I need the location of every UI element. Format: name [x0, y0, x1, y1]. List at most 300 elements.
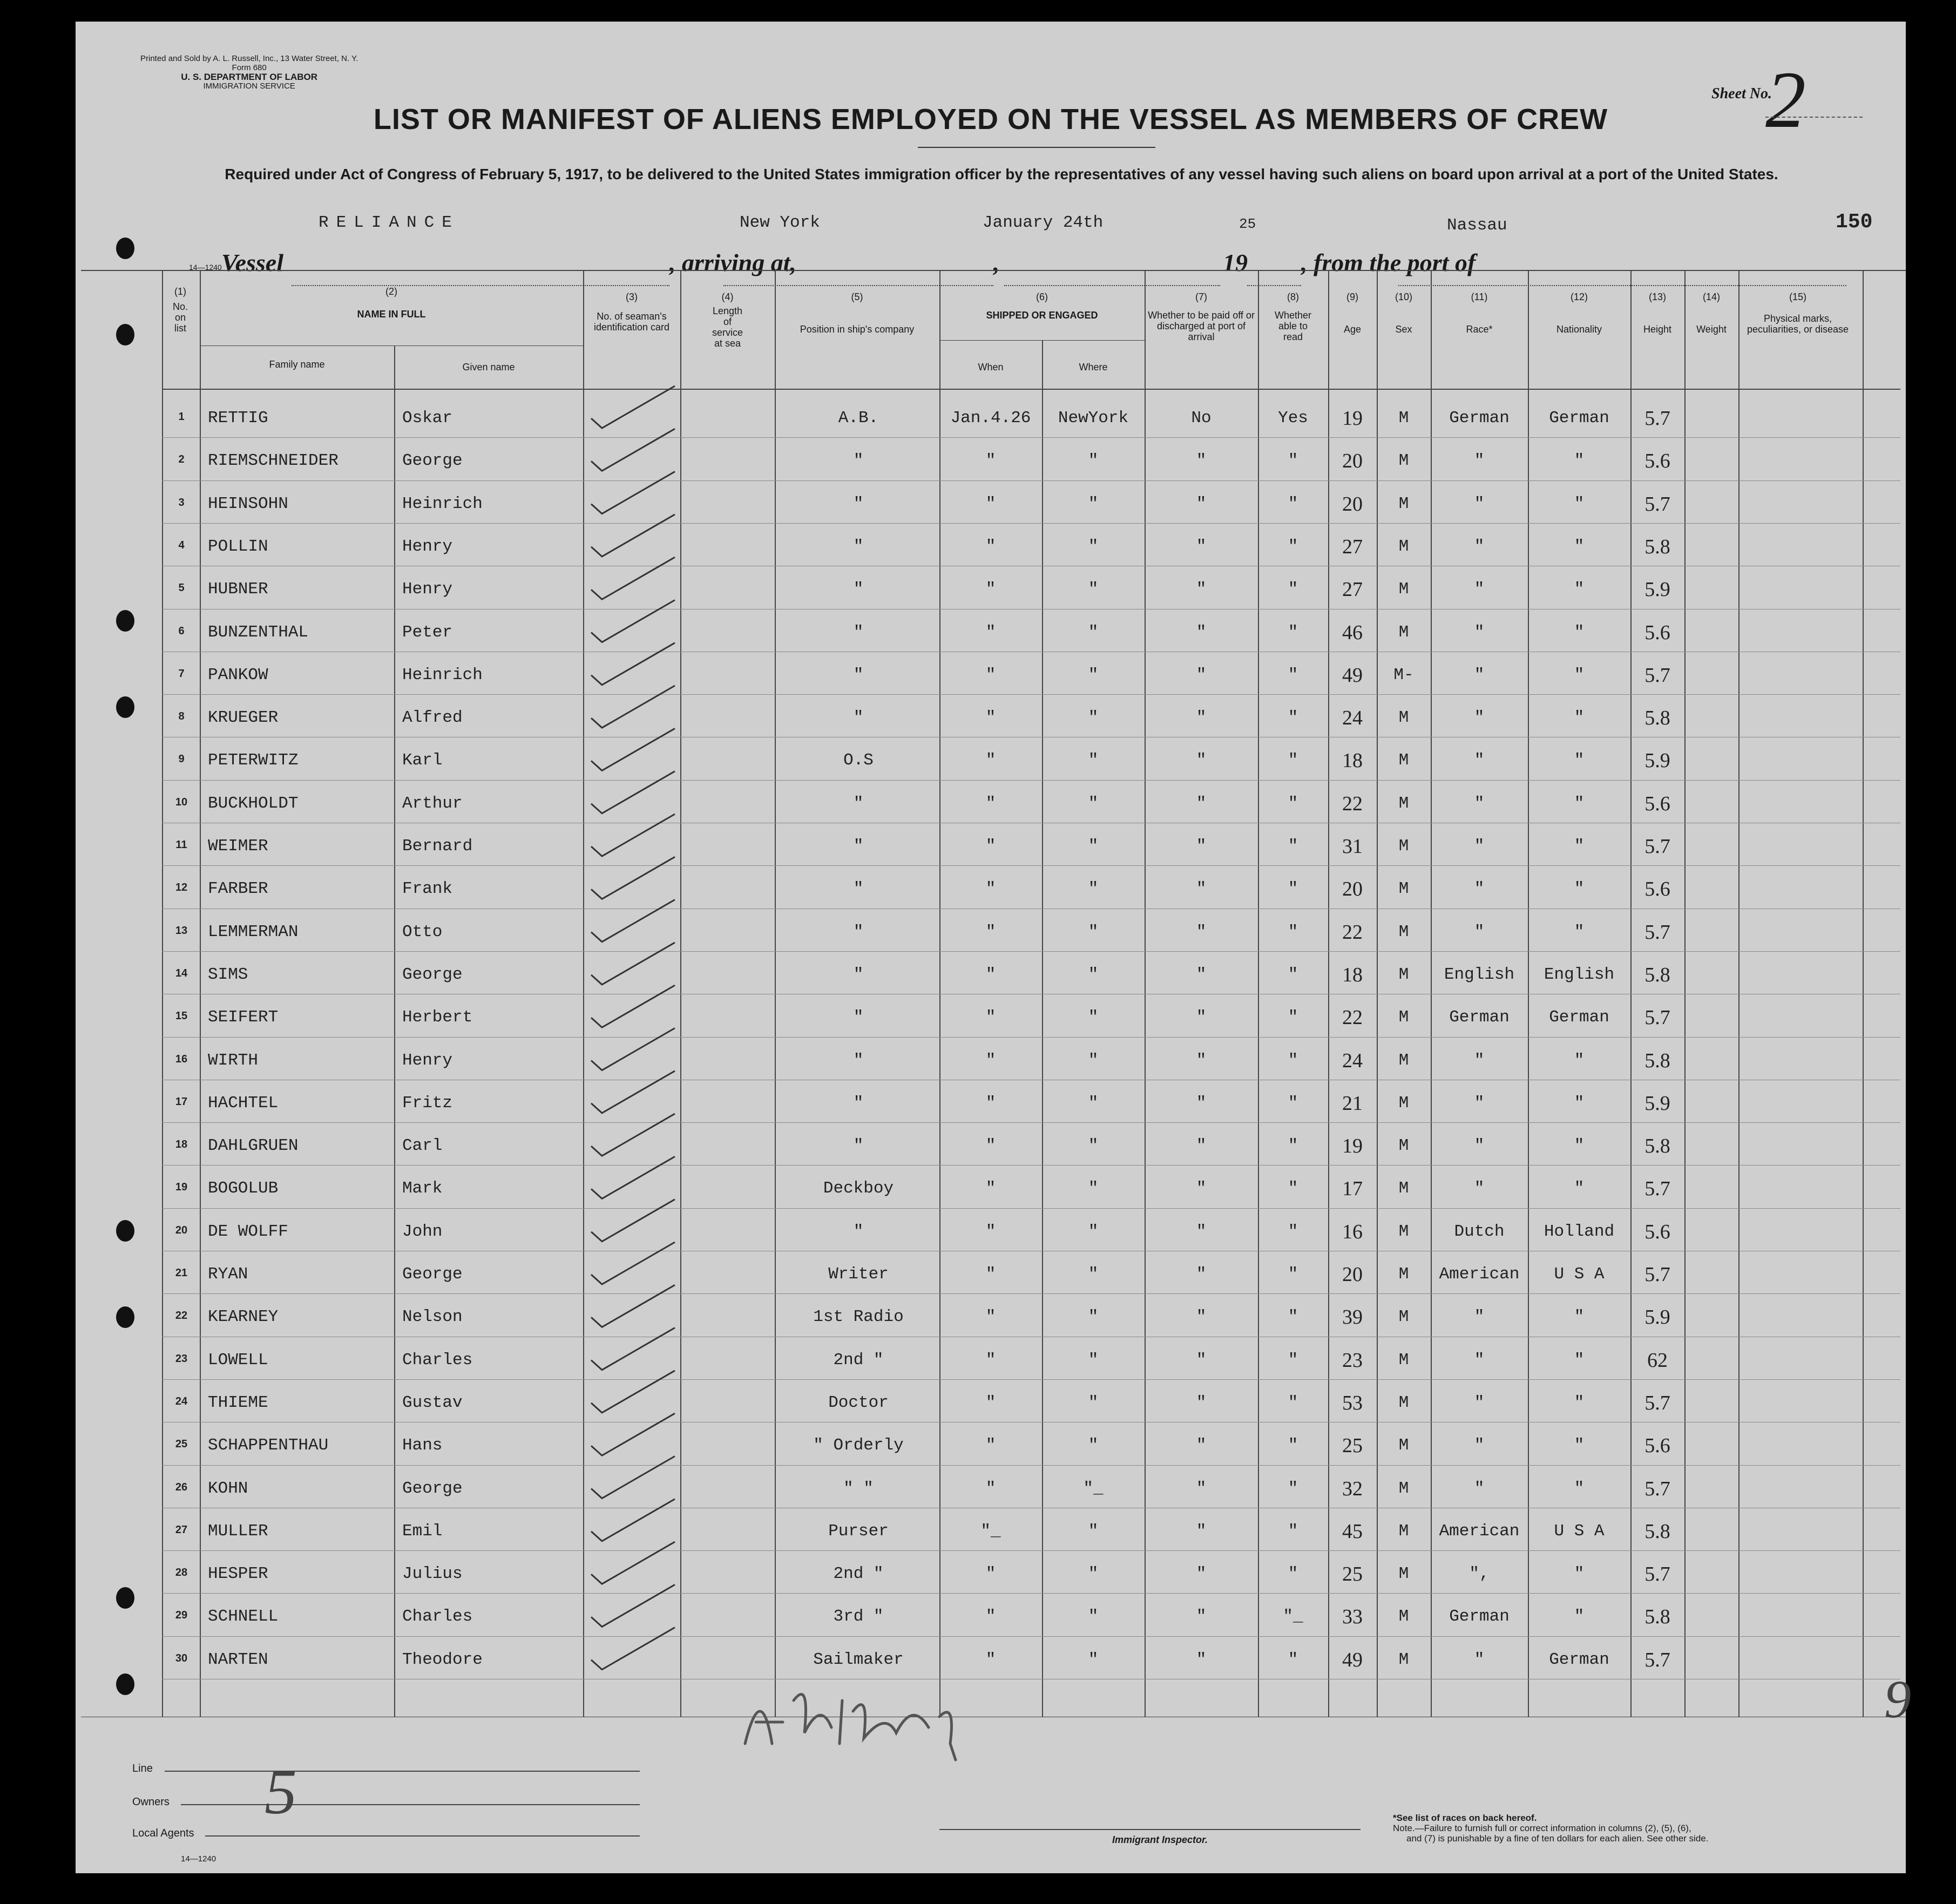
cell-height: 5.7 [1644, 1006, 1670, 1029]
cell-paid-off: " [1196, 1650, 1207, 1669]
cell-nationality: German [1549, 1008, 1609, 1027]
cell-race: " [1474, 451, 1485, 471]
cell-shipped-when: " [985, 580, 996, 599]
col12-label: Nationality [1556, 324, 1602, 335]
cell-shipped-when: " [985, 537, 996, 556]
cell-family-name: BOGOLUB [208, 1179, 279, 1198]
col4-label: Length of service at sea [712, 306, 743, 349]
check-mark [591, 1028, 675, 1070]
cell-nationality: " [1574, 665, 1585, 685]
cell-shipped-when: " [985, 451, 996, 471]
inspector-rule [939, 1829, 1361, 1830]
cell-row-number: 28 [175, 1567, 188, 1579]
col1-label: No. on list [172, 301, 188, 334]
cell-row-number: 6 [178, 625, 185, 637]
cell-position: " [853, 1222, 864, 1241]
cell-nationality: " [1574, 1564, 1585, 1584]
inspector-label: Immigrant Inspector. [1112, 1834, 1208, 1845]
cell-row-number: 18 [175, 1139, 188, 1151]
cell-shipped-when: " [985, 1607, 996, 1627]
cell-given-name: Mark [402, 1179, 443, 1198]
cell-sex: M [1398, 1521, 1409, 1541]
cell-age: 53 [1342, 1391, 1363, 1414]
cell-family-name: PANKOW [208, 665, 268, 685]
cell-shipped-when: " [985, 665, 996, 685]
cell-shipped-where: " [1088, 1350, 1099, 1370]
cell-shipped-when: " [985, 879, 996, 899]
cell-shipped-when: " [985, 965, 996, 984]
owners-rule [181, 1804, 640, 1805]
check-mark [591, 985, 675, 1027]
owners-label: Owners [132, 1796, 170, 1808]
arriving-port: New York [740, 213, 820, 232]
cell-given-name: Emil [402, 1521, 443, 1541]
cell-nationality: " [1574, 708, 1585, 728]
cell-shipped-when: " [985, 1393, 996, 1412]
cell-height: 5.7 [1644, 835, 1670, 858]
cell-race: " [1474, 794, 1485, 813]
col5-label: Position in ship's company [800, 324, 915, 335]
sheet-number: 2 [1765, 55, 1806, 145]
check-mark [591, 1242, 675, 1284]
cell-race: " [1474, 1479, 1485, 1498]
cell-able-to-read: " [1288, 1650, 1298, 1669]
cell-nationality: " [1574, 751, 1585, 770]
cell-age: 31 [1342, 835, 1363, 858]
cell-shipped-where: " [1088, 1307, 1099, 1327]
cell-family-name: SCHAPPENTHAU [208, 1436, 329, 1455]
col6-num: (6) [1036, 292, 1048, 302]
cell-race: " [1474, 751, 1485, 770]
manifest-subtitle: Required under Act of Congress of February 5, 1917, to be delivered to the United States immigration officer by the representatives of any vessel having such aliens on board upon arrival at a port of the United States. [225, 166, 1778, 182]
cell-paid-off: " [1196, 1436, 1207, 1455]
cell-race: German [1449, 1607, 1510, 1627]
check-mark [591, 429, 675, 471]
agents-label: Local Agents [132, 1827, 194, 1839]
from-label: , from the port of [1301, 249, 1476, 276]
cell-able-to-read: " [1288, 537, 1298, 556]
col13-num: (13) [1648, 292, 1666, 302]
cell-given-name: Charles [402, 1607, 473, 1627]
cell-shipped-when: " [985, 494, 996, 513]
cell-nationality: " [1574, 1479, 1585, 1498]
cell-age: 46 [1342, 621, 1363, 644]
cell-race: " [1474, 837, 1485, 856]
cell-age: 27 [1342, 578, 1363, 601]
cell-shipped-where: " [1088, 1136, 1099, 1156]
cell-shipped-when: " [985, 751, 996, 770]
cell-given-name: Carl [402, 1136, 443, 1156]
cell-sex: M [1398, 1136, 1409, 1156]
cell-nationality: " [1574, 537, 1585, 556]
cell-paid-off: " [1196, 1222, 1207, 1241]
cell-shipped-where: " [1088, 1650, 1099, 1669]
cell-height: 5.6 [1644, 792, 1670, 815]
check-mark [591, 1156, 675, 1198]
cell-sex: M [1398, 794, 1409, 813]
cell-able-to-read: " [1288, 494, 1298, 513]
cell-position: " [853, 494, 864, 513]
cell-race: " [1474, 622, 1485, 642]
cell-sex: M [1398, 622, 1409, 642]
cell-height: 5.7 [1644, 407, 1670, 430]
cell-family-name: RIEMSCHNEIDER [208, 451, 339, 471]
cell-able-to-read: " [1288, 879, 1298, 899]
cell-family-name: LEMMERMAN [208, 922, 299, 941]
cell-nationality: " [1574, 794, 1585, 813]
cell-position: 1st Radio [813, 1307, 904, 1327]
cell-paid-off: " [1196, 1564, 1207, 1584]
check-mark [591, 514, 675, 557]
cell-race: American [1439, 1521, 1520, 1541]
check-mark [591, 1114, 675, 1156]
cell-able-to-read: "_ [1283, 1607, 1303, 1627]
cell-row-number: 26 [175, 1481, 188, 1493]
cell-height: 5.7 [1644, 492, 1670, 516]
cell-shipped-when: " [985, 622, 996, 642]
cell-given-name: Henry [402, 580, 453, 599]
cell-shipped-when: " [985, 922, 996, 941]
manifest-page [76, 22, 1911, 1873]
cell-sex: M [1398, 965, 1409, 984]
cell-age: 18 [1342, 963, 1363, 986]
cell-paid-off: " [1196, 708, 1207, 728]
year-suffix: 25 [1239, 216, 1256, 232]
cell-age: 49 [1342, 1648, 1363, 1671]
cell-given-name: Nelson [402, 1307, 463, 1327]
cell-race: " [1474, 580, 1485, 599]
cell-row-number: 15 [175, 1010, 188, 1022]
cell-row-number: 4 [178, 539, 185, 551]
cell-row-number: 8 [178, 710, 185, 723]
cell-height: 5.7 [1644, 663, 1670, 687]
line-label: Line [132, 1763, 153, 1774]
cell-age: 20 [1342, 878, 1363, 901]
col14-label: Weight [1696, 324, 1727, 335]
cell-position: " [853, 537, 864, 556]
cell-given-name: Herbert [402, 1008, 473, 1027]
cell-paid-off: " [1196, 1136, 1207, 1156]
cell-given-name: Theodore [402, 1650, 483, 1669]
cell-nationality: " [1574, 494, 1585, 513]
cell-shipped-where: " [1088, 751, 1099, 770]
cell-able-to-read: " [1288, 1350, 1298, 1370]
cell-able-to-read: " [1288, 1479, 1298, 1498]
cell-age: 24 [1342, 1049, 1363, 1072]
col6-when-header: When [978, 362, 1004, 372]
cell-able-to-read: " [1288, 1265, 1298, 1284]
cell-nationality: " [1574, 837, 1585, 856]
cell-height: 5.6 [1644, 450, 1670, 473]
cell-sex: M [1398, 1393, 1409, 1412]
cell-family-name: DE WOLFF [208, 1222, 288, 1241]
cell-race: " [1474, 1350, 1485, 1370]
cell-shipped-where: " [1088, 1008, 1099, 1027]
check-mark [591, 386, 675, 428]
cell-nationality: German [1549, 409, 1609, 428]
cell-family-name: HESPER [208, 1564, 268, 1584]
cell-position: " [853, 1051, 864, 1070]
cell-given-name: George [402, 965, 463, 984]
cell-family-name: MULLER [208, 1521, 268, 1541]
margin-mark: 9 [1884, 1669, 1911, 1729]
cell-sex: M [1398, 879, 1409, 899]
cell-shipped-when: " [985, 837, 996, 856]
cell-age: 25 [1342, 1434, 1363, 1458]
cell-shipped-where: "_ [1083, 1479, 1104, 1498]
cell-row-number: 25 [175, 1438, 188, 1451]
cell-nationality: " [1574, 622, 1585, 642]
cell-paid-off: " [1196, 1179, 1207, 1198]
cell-shipped-where: " [1088, 1265, 1099, 1284]
cell-nationality: " [1574, 1307, 1585, 1327]
cell-sex: M [1398, 494, 1409, 513]
cell-height: 62 [1647, 1349, 1668, 1372]
cell-shipped-when: " [985, 1265, 996, 1284]
cell-able-to-read: " [1288, 1222, 1298, 1241]
cell-position: Purser [828, 1521, 889, 1541]
cell-age: 25 [1342, 1563, 1363, 1586]
cell-nationality: U S A [1554, 1521, 1605, 1541]
cell-able-to-read: " [1288, 1136, 1298, 1156]
col9-label: Age [1343, 324, 1362, 335]
cell-able-to-read: " [1288, 837, 1298, 856]
cell-race: " [1474, 1179, 1485, 1198]
col2-label: NAME IN FULL [357, 309, 426, 320]
cell-family-name: HUBNER [208, 580, 268, 599]
cell-position: Deckboy [823, 1179, 894, 1198]
cell-family-name: THIEME [208, 1393, 268, 1412]
cell-given-name: Julius [402, 1564, 463, 1584]
cell-paid-off: " [1196, 537, 1207, 556]
cell-sex: M [1398, 751, 1409, 770]
cell-shipped-where: " [1088, 837, 1099, 856]
col6-where-header: Where [1079, 362, 1108, 372]
handwritten-signature [723, 1668, 1026, 1765]
cell-sex: M [1398, 409, 1409, 428]
cell-given-name: George [402, 1479, 463, 1498]
cell-family-name: BUNZENTHAL [208, 622, 309, 642]
cell-nationality: " [1574, 1179, 1585, 1198]
cell-age: 49 [1342, 663, 1363, 687]
cell-race: ", [1469, 1564, 1490, 1584]
cell-given-name: Peter [402, 622, 453, 642]
cell-family-name: SCHNELL [208, 1607, 279, 1627]
cell-shipped-where: " [1088, 1051, 1099, 1070]
check-mark [591, 1285, 675, 1327]
col8-label: Whether able to read [1274, 310, 1312, 342]
cell-shipped-where: " [1088, 665, 1099, 685]
cell-row-number: 10 [175, 796, 188, 808]
cell-shipped-when: " [985, 1051, 996, 1070]
line-rule [165, 1771, 640, 1772]
col15-label: Physical marks, peculiarities, or disease [1747, 313, 1849, 335]
col15-num: (15) [1789, 292, 1806, 302]
cell-nationality: German [1549, 1650, 1609, 1669]
cell-age: 39 [1342, 1306, 1363, 1329]
cell-paid-off: " [1196, 922, 1207, 941]
cell-nationality: " [1574, 1051, 1585, 1070]
check-mark [591, 1328, 675, 1370]
col11-num: (11) [1471, 292, 1488, 302]
cell-shipped-where: " [1088, 1093, 1099, 1113]
footnote-races: *See list of races on back hereof. [1393, 1813, 1537, 1823]
cell-able-to-read: " [1288, 665, 1298, 685]
cell-shipped-where: " [1088, 794, 1099, 813]
cell-family-name: HEINSOHN [208, 494, 288, 513]
cell-shipped-where: " [1088, 1436, 1099, 1455]
check-mark [591, 1456, 675, 1499]
cell-able-to-read: " [1288, 794, 1298, 813]
cell-race: German [1449, 409, 1510, 428]
cell-height: 5.9 [1644, 578, 1670, 601]
cell-shipped-when: " [985, 1136, 996, 1156]
cell-nationality: " [1574, 1436, 1585, 1455]
cell-family-name: KOHN [208, 1479, 248, 1498]
cell-family-name: NARTEN [208, 1650, 268, 1669]
cell-height: 5.7 [1644, 1477, 1670, 1500]
cell-sex: M [1398, 1265, 1409, 1284]
cell-nationality: Holland [1544, 1222, 1615, 1241]
cell-position: " [853, 965, 864, 984]
department-line: U. S. DEPARTMENT OF LABOR [181, 72, 318, 82]
check-mark [591, 1584, 675, 1627]
col14-num: (14) [1702, 292, 1720, 302]
cell-height: 5.7 [1644, 1177, 1670, 1201]
cell-shipped-where: NewYork [1058, 409, 1129, 428]
cell-position: " [853, 1136, 864, 1156]
cell-race: Dutch [1454, 1222, 1505, 1241]
cell-shipped-when: " [985, 1479, 996, 1498]
cell-age: 22 [1342, 792, 1363, 815]
cell-shipped-when: " [985, 1650, 996, 1669]
cell-nationality: U S A [1554, 1265, 1605, 1284]
check-mark [591, 900, 675, 942]
cell-row-number: 2 [178, 453, 185, 466]
cell-height: 5.9 [1644, 749, 1670, 773]
cell-shipped-where: " [1088, 537, 1099, 556]
cell-age: 23 [1342, 1349, 1363, 1372]
cell-row-number: 27 [175, 1523, 188, 1536]
cell-race: " [1474, 1051, 1485, 1070]
cell-family-name: LOWELL [208, 1350, 268, 1370]
cell-age: 19 [1342, 407, 1363, 430]
cell-position: " Orderly [813, 1436, 904, 1455]
cell-given-name: Henry [402, 1051, 453, 1070]
cell-height: 5.7 [1644, 1263, 1670, 1286]
cell-shipped-when: " [985, 1307, 996, 1327]
cell-given-name: Oskar [402, 409, 453, 428]
cell-shipped-where: " [1088, 1393, 1099, 1412]
cell-race: " [1474, 1093, 1485, 1113]
cell-paid-off: " [1196, 1350, 1207, 1370]
cell-given-name: Hans [402, 1436, 443, 1455]
service-line: IMMIGRATION SERVICE [203, 82, 295, 91]
cell-able-to-read: " [1288, 1008, 1298, 1027]
owners-mark: 5 [265, 1756, 297, 1827]
cell-family-name: FARBER [208, 879, 268, 899]
cell-given-name: Heinrich [402, 665, 483, 685]
cell-shipped-where: " [1088, 922, 1099, 941]
cell-paid-off: " [1196, 965, 1207, 984]
cell-able-to-read: " [1288, 708, 1298, 728]
cell-paid-off: " [1196, 1307, 1207, 1327]
cell-able-to-read: " [1288, 451, 1298, 471]
cell-family-name: POLLIN [208, 537, 268, 556]
cell-age: 19 [1342, 1135, 1363, 1158]
cell-given-name: Alfred [402, 708, 463, 728]
cell-age: 45 [1342, 1520, 1363, 1543]
cell-position: 3rd " [833, 1607, 884, 1627]
cell-height: 5.8 [1644, 1520, 1670, 1543]
check-mark [591, 857, 675, 899]
cell-shipped-when: Jan.4.26 [950, 409, 1031, 428]
cell-race: " [1474, 537, 1485, 556]
cell-sex: M [1398, 1650, 1409, 1669]
check-mark [591, 1413, 675, 1455]
cell-paid-off: " [1196, 879, 1207, 899]
cell-shipped-where: " [1088, 1607, 1099, 1627]
cell-age: 20 [1342, 1263, 1363, 1286]
cell-shipped-where: " [1088, 708, 1099, 728]
cell-paid-off: No [1191, 409, 1211, 428]
cell-age: 22 [1342, 920, 1363, 944]
cell-row-number: 19 [175, 1181, 188, 1194]
cell-sex: M [1398, 837, 1409, 856]
cell-age: 27 [1342, 535, 1363, 558]
col4-num: (4) [721, 292, 734, 302]
cell-family-name: WEIMER [208, 837, 268, 856]
cell-paid-off: " [1196, 1093, 1207, 1113]
col9-num: (9) [1346, 292, 1358, 302]
printer-line: Printed and Sold by A. L. Russell, Inc., 13 Water Street, N. Y. [140, 54, 358, 63]
vessel-name: RELIANCE [319, 213, 459, 232]
cell-paid-off: " [1196, 751, 1207, 770]
cell-nationality: " [1574, 922, 1585, 941]
cell-shipped-where: " [1088, 494, 1099, 513]
col10-num: (10) [1395, 292, 1412, 302]
cell-shipped-where: " [1088, 965, 1099, 984]
cell-given-name: Arthur [402, 794, 463, 813]
col7-num: (7) [1195, 292, 1207, 302]
check-mark [591, 1499, 675, 1541]
cell-age: 16 [1342, 1220, 1363, 1243]
cell-given-name: Otto [402, 922, 443, 941]
cell-position: " " [843, 1479, 874, 1498]
cell-height: 5.8 [1644, 1135, 1670, 1158]
cell-family-name: PETERWITZ [208, 751, 299, 770]
check-mark [591, 943, 675, 985]
cell-position: " [853, 1093, 864, 1113]
cell-family-name: RETTIG [208, 409, 268, 428]
check-mark [591, 472, 675, 514]
comma: , [993, 249, 1000, 276]
check-mark [591, 557, 675, 599]
cell-paid-off: " [1196, 1521, 1207, 1541]
cell-position: " [853, 708, 864, 728]
cell-able-to-read: " [1288, 1564, 1298, 1584]
cell-paid-off: " [1196, 494, 1207, 513]
col6-label: SHIPPED OR ENGAGED [986, 310, 1098, 321]
cell-height: 5.9 [1644, 1092, 1670, 1115]
col11-label: Race* [1466, 324, 1493, 335]
cell-row-number: 17 [175, 1095, 188, 1108]
cell-height: 5.8 [1644, 1049, 1670, 1072]
cell-age: 17 [1342, 1177, 1363, 1201]
cell-given-name: Charles [402, 1350, 473, 1370]
cell-paid-off: " [1196, 1265, 1207, 1284]
cell-position: " [853, 879, 864, 899]
